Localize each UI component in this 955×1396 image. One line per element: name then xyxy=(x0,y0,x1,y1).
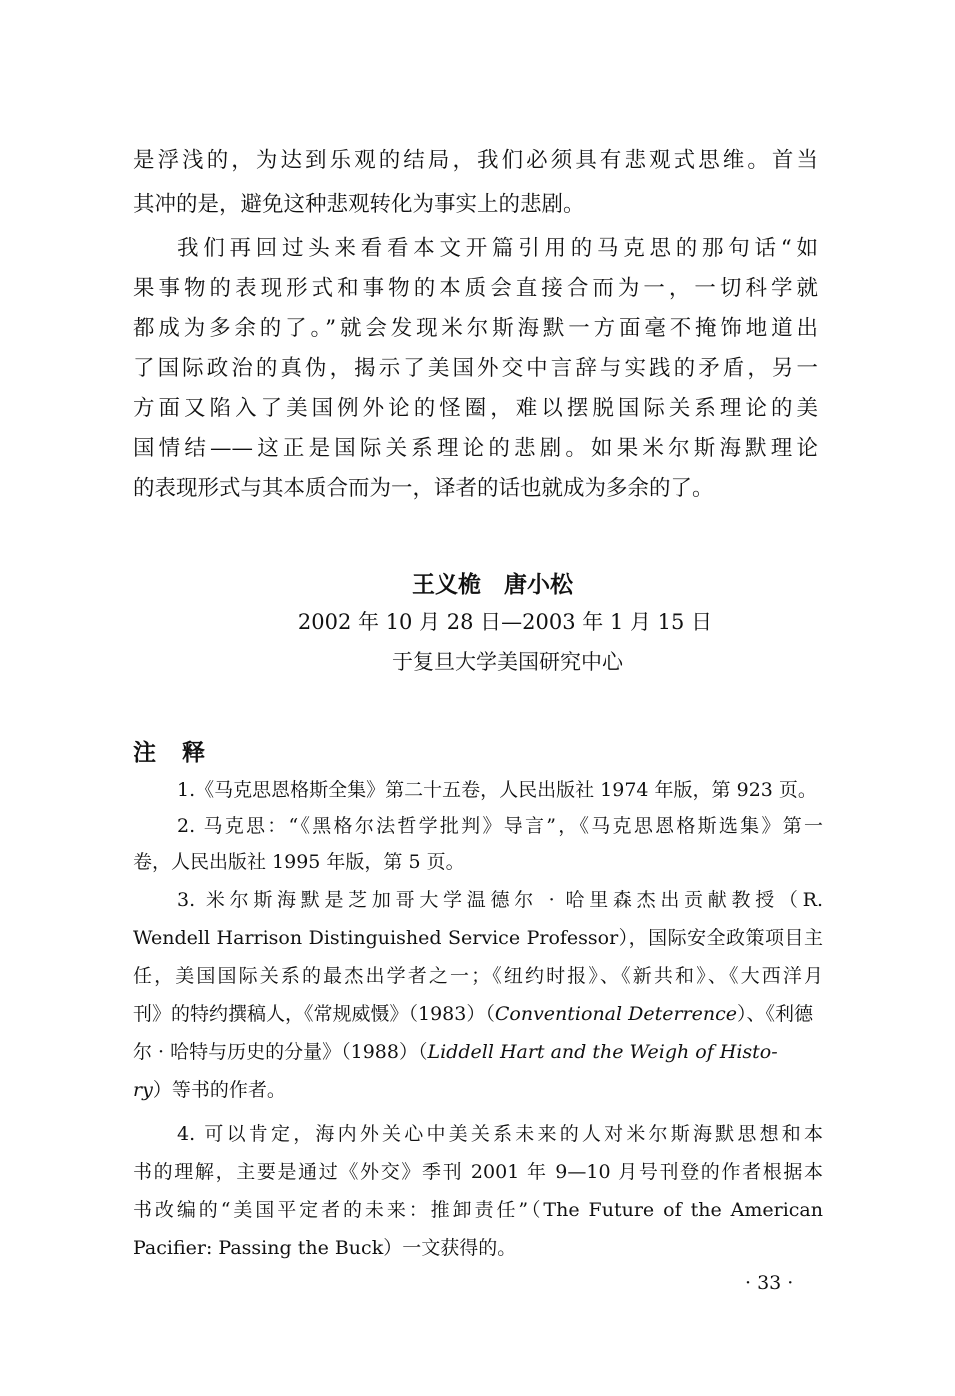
note-text: ）等书的作者。 xyxy=(152,1079,286,1101)
note-line: Wendell Harrison Distinguished Service Professor），国际安全政策项目主 xyxy=(133,927,823,949)
body-line: 是浮浅的，为达到乐观的结局，我们必须具有悲观式思维。首当 xyxy=(133,148,818,173)
translation-place: 于复旦大学美国研究中心 xyxy=(392,650,623,674)
body-line: 国情结——这正是国际关系理论的悲剧。如果米尔斯海默理论 xyxy=(133,436,818,461)
note-line: 卷，人民出版社 1995 年版，第 5 页。 xyxy=(133,851,465,873)
notes-heading: 注释 xyxy=(133,740,231,766)
note-line xyxy=(133,1000,813,1028)
note-text: 刊》的特约撰稿人，《常规威慑》（1983）（ xyxy=(133,1003,495,1025)
note-line: 书的理解，主要是通过《外交》季刊 2001 年 9—10 月号刊登的作者根据本 xyxy=(133,1161,823,1183)
body-line: 其冲的是，避免这种悲观转化为事实上的悲剧。 xyxy=(133,192,585,217)
note-line: Pacifier: Passing the Buck）一文获得的。 xyxy=(133,1237,517,1259)
note-text: 尔 · 哈特与历史的分量》（1988）（ xyxy=(133,1041,428,1063)
body-line: 方面又陷入了美国例外论的怪圈，难以摆脱国际关系理论的美 xyxy=(133,396,818,421)
body-line: 我们再回过头来看看本文开篇引用的马克思的那句话“如 xyxy=(177,236,818,261)
body-line: 了国际政治的真伪，揭示了美国外交中言辞与实践的矛盾，另一 xyxy=(133,356,818,381)
note-line xyxy=(133,1038,778,1066)
page-number: · 33 · xyxy=(745,1272,794,1294)
translation-dates: 2002 年 10 月 28 日—2003 年 1 月 15 日 xyxy=(297,610,713,634)
note-title-italic: Conventional Deterrence xyxy=(494,1003,738,1025)
note-line: 任，美国国际关系的最杰出学者之一；《纽约时报》、《新共和》、《大西洋月 xyxy=(133,965,823,987)
note-line: 1.《马克思恩格斯全集》第二十五卷，人民出版社 1974 年版，第 923 页。 xyxy=(177,779,817,801)
note-line: 3. 米尔斯海默是芝加哥大学温德尔 · 哈里森杰出贡献教授（R. xyxy=(177,889,823,911)
body-line: 都成为多余的了。”就会发现米尔斯海默一方面毫不掩饰地道出 xyxy=(133,316,818,341)
translator-names: 王义桅 唐小松 xyxy=(412,572,573,598)
note-line xyxy=(133,1076,286,1104)
note-line: 书改编的“美国平定者的未来：推卸责任”（The Future of the American xyxy=(133,1199,823,1221)
note-title-italic: ry xyxy=(133,1079,153,1101)
body-line: 的表现形式与其本质合而为一，译者的话也就成为多余的了。 xyxy=(133,476,714,501)
note-line: 2. 马克思：“《黑格尔法哲学批判》导言”，《马克思恩格斯选集》第一 xyxy=(177,815,823,837)
note-text: ）、《利德 xyxy=(737,1003,814,1025)
note-title-italic: Liddell Hart and the Weigh of Histo- xyxy=(427,1041,778,1063)
body-line: 果事物的表现形式和事物的本质会直接合而为一，一切科学就 xyxy=(133,276,818,301)
note-line: 4. 可以肯定，海内外关心中美关系未来的人对米尔斯海默思想和本 xyxy=(177,1123,823,1145)
